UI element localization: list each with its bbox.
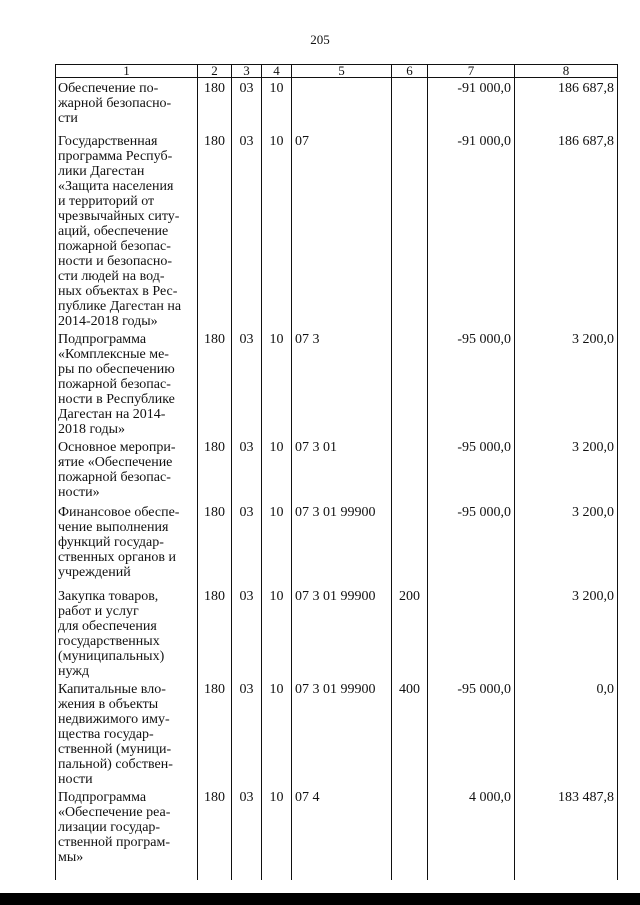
empty-cell [232, 877, 262, 880]
row-name-cell [56, 679, 198, 787]
expense-type-cell [392, 787, 428, 877]
row-name-line: чрезвычайных ситу- [58, 208, 180, 224]
change-amount-cell: -91 000,0 [428, 131, 515, 329]
section-code-cell: 03 [232, 787, 262, 877]
row-name-line: и территорий от [58, 193, 155, 209]
subsection-code-cell: 10 [262, 78, 292, 131]
row-name-line: недвижимого иму- [58, 711, 170, 727]
expense-type-cell [392, 131, 428, 329]
row-name-line: «Комплексные ме- [58, 346, 169, 362]
row-name-line: нужд [58, 663, 90, 679]
section-code-cell: 03 [232, 131, 262, 329]
subsection-code-cell: 10 [262, 502, 292, 586]
page-number: 205 [310, 32, 330, 47]
target-article-cell: 07 4 [292, 787, 392, 877]
total-amount-cell: 186 687,8 [515, 78, 618, 131]
row-name-line: (муниципальных) [58, 648, 165, 664]
row-name-cell [56, 131, 198, 329]
header-row [56, 65, 618, 78]
row-name-line: ности в Республике [58, 391, 175, 407]
row-name-line: функций государ- [58, 534, 164, 550]
target-article-cell: 07 [292, 131, 392, 329]
section-code-cell: 03 [232, 329, 262, 437]
empty-cell [515, 877, 618, 880]
table-filler-row [56, 877, 618, 880]
row-name-line: пальной) собствен- [58, 756, 173, 772]
gr-code-cell: 180 [198, 679, 232, 787]
row-name-line: ственной програм- [58, 834, 171, 850]
change-amount-cell: 4 000,0 [428, 787, 515, 877]
row-name-line: пожарной безопас- [58, 238, 171, 254]
total-amount-cell: 186 687,8 [515, 131, 618, 329]
row-name-line: Подпрограмма [58, 789, 147, 805]
expense-type-cell [392, 78, 428, 131]
gr-code-cell: 180 [198, 131, 232, 329]
total-amount-cell: 0,0 [515, 679, 618, 787]
column-header: 2 [198, 65, 232, 78]
row-name-line: мы» [58, 849, 84, 865]
section-code-cell: 03 [232, 502, 262, 586]
gr-code-cell: 180 [198, 586, 232, 679]
column-header: 6 [392, 65, 428, 78]
total-amount-cell: 3 200,0 [515, 329, 618, 437]
empty-cell [262, 877, 292, 880]
row-name-line: программа Респуб- [58, 148, 173, 164]
total-amount-cell: 3 200,0 [515, 437, 618, 502]
column-header: 7 [428, 65, 515, 78]
expense-type-cell [392, 329, 428, 437]
row-name-line: сти людей на вод- [58, 268, 165, 284]
empty-cell [198, 877, 232, 880]
target-article-cell: 07 3 01 99900 [292, 586, 392, 679]
section-code-cell: 03 [232, 437, 262, 502]
row-name-line: лики Дагестан [58, 163, 145, 179]
row-name-line: государственных [58, 633, 160, 649]
row-name-line: чение выполнения [58, 519, 169, 535]
target-article-cell: 07 3 01 [292, 437, 392, 502]
subsection-code-cell: 10 [262, 437, 292, 502]
change-amount-cell: -95 000,0 [428, 437, 515, 502]
table-row [56, 787, 618, 877]
row-name-cell [56, 78, 198, 131]
row-name-line: Основное меропри- [58, 439, 176, 455]
row-name-line: Обеспечение по- [58, 81, 159, 96]
row-name-line: публике Дагестан на [58, 298, 182, 314]
change-amount-cell: -91 000,0 [428, 78, 515, 131]
total-amount-cell: 3 200,0 [515, 502, 618, 586]
target-article-cell: 07 3 [292, 329, 392, 437]
row-name-line: Подпрограмма [58, 331, 147, 347]
row-name-line: сти [58, 111, 78, 126]
change-amount-cell: -95 000,0 [428, 679, 515, 787]
expense-type-cell [392, 502, 428, 586]
row-name-cell [56, 329, 198, 437]
table-row [56, 131, 618, 329]
row-name-line: ности» [58, 484, 100, 500]
column-header: 5 [292, 65, 392, 78]
row-name-line: жарной безопасно- [58, 96, 172, 111]
column-header: 1 [56, 65, 198, 78]
empty-cell [428, 877, 515, 880]
row-name-cell [56, 787, 198, 877]
row-name-line: 2014-2018 годы» [58, 313, 158, 329]
change-amount-cell [428, 586, 515, 679]
expense-type-cell: 200 [392, 586, 428, 679]
subsection-code-cell: 10 [262, 586, 292, 679]
gr-code-cell: 180 [198, 329, 232, 437]
row-name-line: работ и услуг [58, 603, 139, 619]
table-row [56, 329, 618, 437]
row-name-line: пожарной безопас- [58, 376, 171, 392]
row-name-line: ственных органов и [58, 549, 177, 565]
table-row [56, 437, 618, 502]
subsection-code-cell: 10 [262, 787, 292, 877]
gr-code-cell: 180 [198, 78, 232, 131]
target-article-cell: 07 3 01 99900 [292, 679, 392, 787]
row-name-line: «Защита населения [58, 178, 174, 194]
empty-cell [392, 877, 428, 880]
row-name-line: аций, обеспечение [58, 223, 169, 239]
row-name-line: щества государ- [58, 726, 154, 742]
subsection-code-cell: 10 [262, 131, 292, 329]
column-header: 8 [515, 65, 618, 78]
row-name-line: ятие «Обеспечение [58, 454, 173, 470]
row-name-line: Закупка товаров, [58, 588, 159, 604]
row-name-line: Дагестан на 2014- [58, 406, 166, 422]
section-code-cell: 03 [232, 586, 262, 679]
table-row [56, 586, 618, 679]
total-amount-cell: 3 200,0 [515, 586, 618, 679]
section-code-cell: 03 [232, 679, 262, 787]
section-code-cell: 03 [232, 78, 262, 131]
row-name-line: для обеспечения [58, 618, 157, 634]
row-name-cell [56, 586, 198, 679]
total-amount-cell: 183 487,8 [515, 787, 618, 877]
row-name-cell [56, 437, 198, 502]
table-row [56, 78, 618, 131]
row-name-line: Финансовое обеспе- [58, 504, 180, 520]
row-name-line: жения в объекты [58, 696, 159, 712]
row-name-line: ственной (муници- [58, 741, 172, 757]
row-name-line: 2018 годы» [58, 421, 126, 437]
change-amount-cell: -95 000,0 [428, 329, 515, 437]
empty-cell [56, 877, 198, 880]
expense-type-cell [392, 437, 428, 502]
subsection-code-cell: 10 [262, 329, 292, 437]
gr-code-cell: 180 [198, 502, 232, 586]
row-name-line: Капитальные вло- [58, 681, 166, 697]
empty-cell [292, 877, 392, 880]
target-article-cell: 07 3 01 99900 [292, 502, 392, 586]
budget-table [55, 64, 618, 880]
gr-code-cell: 180 [198, 787, 232, 877]
scan-bottom-edge [0, 893, 640, 905]
row-name-line: Государственная [58, 133, 158, 149]
row-name-line: лизации государ- [58, 819, 161, 835]
row-name-line: «Обеспечение реа- [58, 804, 171, 820]
row-name-cell [56, 502, 198, 586]
table-row [56, 502, 618, 586]
change-amount-cell: -95 000,0 [428, 502, 515, 586]
column-header: 3 [232, 65, 262, 78]
row-name-line: ности [58, 771, 93, 787]
row-name-line: ры по обеспечению [58, 361, 175, 377]
row-name-line: ности и безопасно- [58, 253, 173, 269]
row-name-line: пожарной безопас- [58, 469, 171, 485]
gr-code-cell: 180 [198, 437, 232, 502]
column-header: 4 [262, 65, 292, 78]
expense-type-cell: 400 [392, 679, 428, 787]
row-name-line: учреждений [58, 564, 131, 580]
row-name-line: ных объектах в Рес- [58, 283, 178, 299]
table-row [56, 679, 618, 787]
subsection-code-cell: 10 [262, 679, 292, 787]
target-article-cell [292, 78, 392, 131]
